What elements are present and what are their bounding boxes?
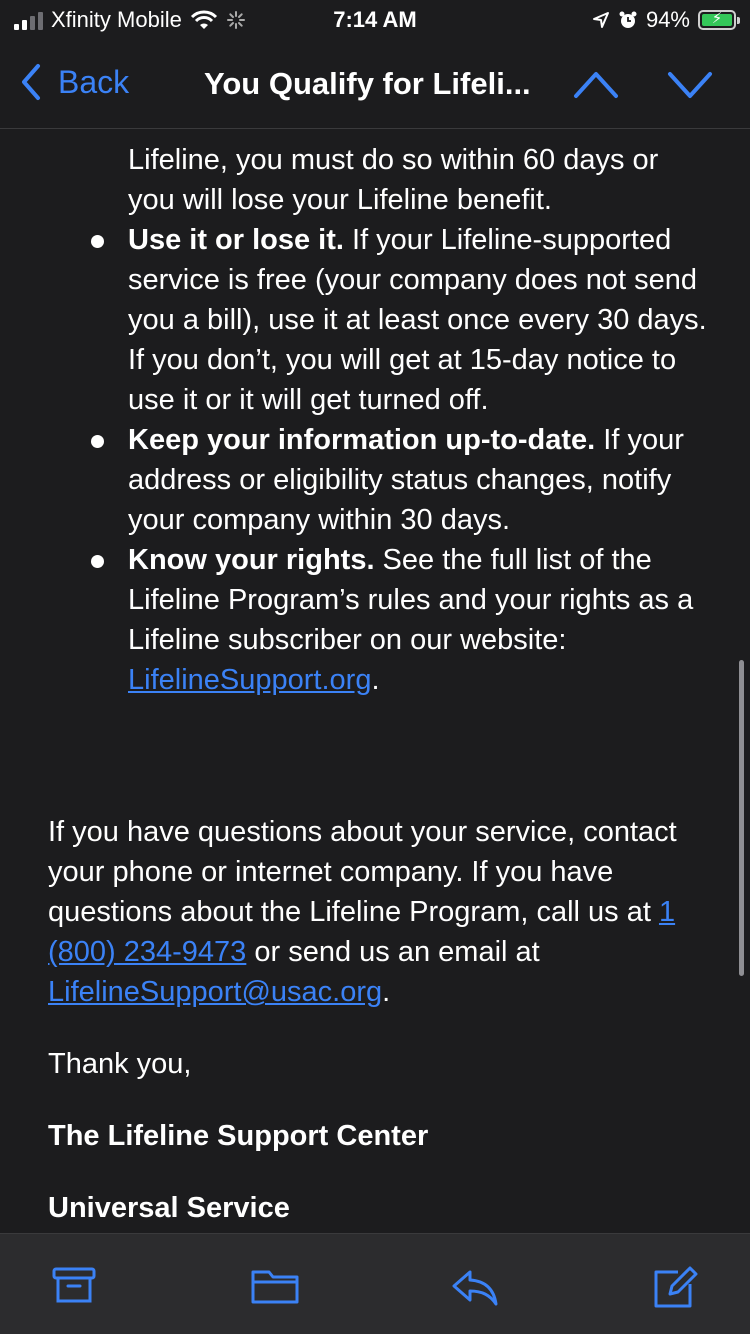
folder-icon[interactable]	[250, 1266, 300, 1306]
carrier-name: Xfinity Mobile	[51, 7, 182, 32]
list-item	[0, 220, 740, 420]
rule-heading: Know your rights.	[128, 544, 375, 576]
message-subject-title: You Qualify for Lifeli...	[204, 66, 531, 101]
bullet-icon	[91, 435, 104, 448]
email-link[interactable]: LifelineSupport@usac.org	[48, 976, 383, 1008]
back-label: Back	[58, 63, 130, 100]
closing-text: Thank you,	[48, 1048, 192, 1080]
rule-text: See the full list of the Lifeline Program’s rules and your rights as a Lifeline subscriber on our website:	[128, 544, 694, 656]
chevron-left-icon	[18, 62, 44, 102]
rule-heading: Use it or lose it.	[128, 224, 344, 256]
rule-text: If your Lifeline-supported service is free (your company does not send you a bill), use it at least once every 30 days. If you don’t, you will get at 15-day notice to use it or it will get turned off.	[128, 224, 707, 416]
previous-message-button[interactable]	[572, 64, 620, 104]
bullet-icon	[91, 235, 104, 248]
clock: 7:14 AM	[333, 7, 417, 32]
continued-text: Lifeline, you must do so within 60 days or you will lose your Lifeline benefit.	[128, 144, 659, 216]
battery-percent: 94%	[645, 7, 690, 32]
rule-text: If your address or eligibility status changes, notify your company within 30 days.	[128, 424, 684, 536]
navigation-bar	[0, 40, 750, 129]
bullet-icon	[91, 555, 104, 568]
list-item	[0, 420, 740, 540]
questions-text-2: or send us an email at	[246, 936, 540, 968]
phone-link[interactable]: 1 (800) 234-9473	[48, 896, 676, 968]
questions-text-1: If you have questions about your service, contact your phone or internet company. If you have questions about the Lifeline Program, call us at	[48, 816, 677, 928]
rule-heading: Keep your information up-to-date.	[128, 424, 596, 456]
reply-icon[interactable]	[450, 1266, 500, 1310]
bottom-toolbar	[0, 1233, 750, 1334]
archive-icon[interactable]	[52, 1266, 96, 1306]
compose-icon[interactable]	[652, 1266, 698, 1310]
back-button[interactable]	[18, 62, 129, 102]
questions-text-3: .	[382, 976, 391, 1008]
rules-list	[0, 220, 740, 700]
signature-name: The Lifeline Support Center	[48, 1120, 429, 1152]
battery-charging-icon: ⚡	[698, 10, 736, 30]
rule-punctuation: .	[371, 664, 380, 696]
signature-org: Universal Service	[48, 1192, 290, 1224]
questions-paragraph	[48, 812, 708, 1012]
scrollbar[interactable]	[739, 660, 744, 976]
list-item	[0, 540, 740, 700]
website-link[interactable]: LifelineSupport.org	[128, 664, 372, 696]
next-message-button[interactable]	[666, 64, 714, 104]
